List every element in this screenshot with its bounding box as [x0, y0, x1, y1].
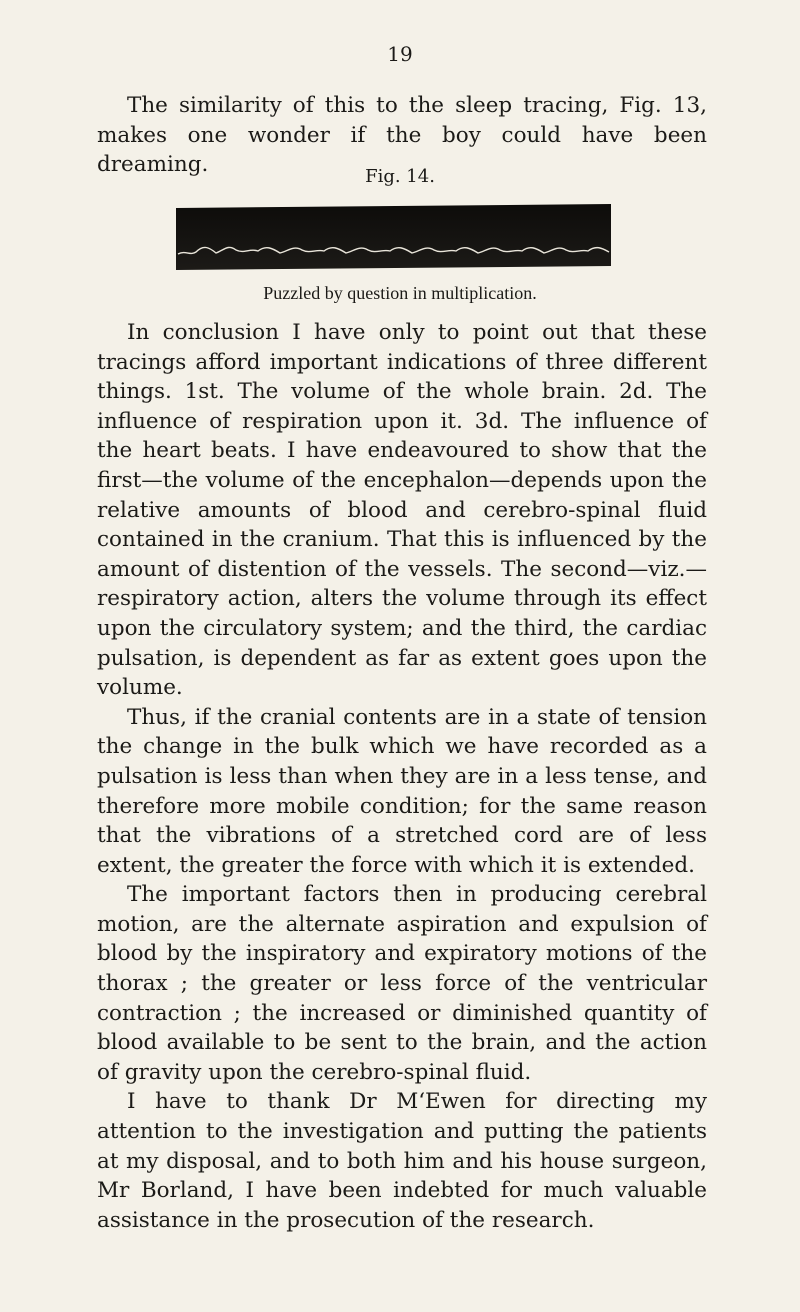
figure-caption: Puzzled by question in multiplication.	[263, 283, 537, 303]
intro-text: The similarity of this to the sleep tracing, Fig. 13, makes one wonder if the boy could have been dreaming.	[97, 93, 707, 178]
body-text	[97, 318, 707, 1235]
paragraph: I have to thank Dr M‘Ewen for directing my attention to the investigation and putting the patients at my disposal, and to both him and his house surgeon, Mr Borland, I have been indebted for much valuable assistance in the prosecution of the research.	[97, 1089, 707, 1233]
figure-label: Fig. 14.	[365, 166, 435, 187]
brain-tracing-figure	[176, 204, 611, 270]
page-number: 19	[387, 42, 413, 66]
paragraph: The important factors then in producing cerebral motion, are the alternate aspiration and expulsion of blood by the inspiratory and expiratory motions of the thorax ; the greater or less force of the ventricular contraction ; the increased or diminished quantity of blood available to be sent to the brain, and the action of gravity upon the cerebro-spinal fluid.	[97, 882, 707, 1085]
paragraph: Thus, if the cranial contents are in a state of tension the change in the bulk which we have recorded as a pulsation is less than when they are in a less tense, and therefore more mobile condition; for the same reason that the vibrations of a stretched cord are of less extent, the greater the force with which it is extended.	[97, 704, 707, 878]
paragraph: In conclusion I have only to point out that these tracings afford important indications of three different things. 1st. The volume of the whole brain. 2d. The influence of respiration upon it. 3d. The influence of the heart beats. I have endeavoured to show that the first—the volume of the encephalon—depends upon the relative amounts of blood and cerebro-spinal fluid contained in the cranium. That this is influenced by the amount of distention of the vessels. The second—viz.—respiratory action, alters the volume through its effect upon the circulatory system; and the third, the cardiac pulsation, is dependent as far as extent goes upon the volume.	[97, 320, 707, 701]
tracing-dark-band	[176, 204, 611, 270]
